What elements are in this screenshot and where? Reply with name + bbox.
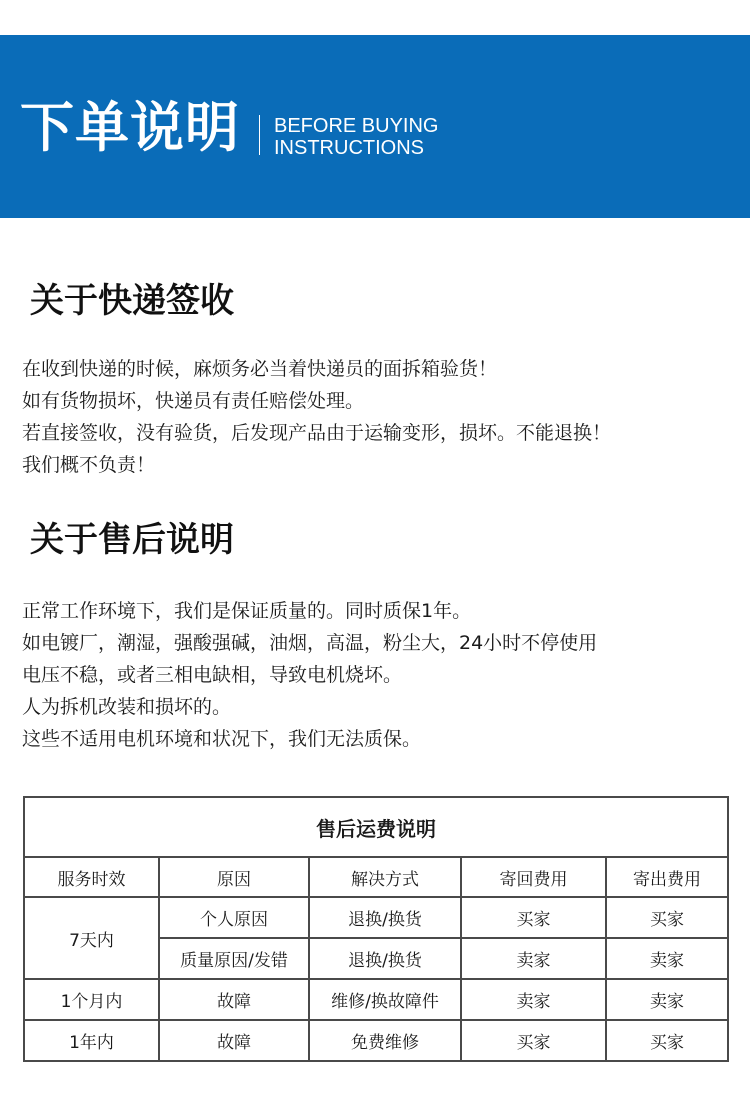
banner-subtitle-line2: INSTRUCTIONS [274,137,424,159]
reason-cell: 故障 [159,1020,309,1061]
aftersale-section-title: 关于售后说明 [30,520,234,560]
banner-title: 下单说明 [20,96,240,159]
return-fee-cell: 买家 [461,1020,606,1061]
aftersale-paragraph [22,595,742,755]
reason-cell: 质量原因/发错 [159,938,309,979]
return-fee-cell: 卖家 [461,979,606,1020]
solution-cell: 维修/换故障件 [309,979,461,1020]
send-fee-cell: 买家 [606,1020,728,1061]
reason-cell: 个人原因 [159,897,309,938]
header-cell-return-fee: 寄回费用 [461,857,606,897]
solution-cell: 退换/换货 [309,938,461,979]
send-fee-cell: 卖家 [606,979,728,1020]
banner-divider [259,115,260,155]
header-cell-send-fee: 寄出费用 [606,857,728,897]
delivery-line: 如有货物损坏，快递员有责任赔偿处理。 [22,390,365,412]
period-cell: 7天内 [24,897,159,979]
shipping-fee-table [23,796,729,1062]
banner-subtitle [274,115,438,159]
delivery-line: 我们概不负责！ [22,454,156,476]
delivery-section-title: 关于快递签收 [30,281,234,321]
send-fee-cell: 买家 [606,897,728,938]
period-cell: 1年内 [24,1020,159,1061]
table-row [24,1020,728,1061]
table-header-row [24,857,728,897]
delivery-line: 在收到快递的时候，麻烦务必当着快递员的面拆箱验货！ [22,358,498,380]
banner-subtitle-line1: BEFORE BUYING [274,115,439,137]
table-row [24,897,728,938]
return-fee-cell: 买家 [461,897,606,938]
period-cell: 1个月内 [24,979,159,1020]
return-fee-cell: 卖家 [461,938,606,979]
aftersale-line: 人为拆机改装和损坏的。 [22,696,232,718]
delivery-paragraph [22,353,742,481]
send-fee-cell: 卖家 [606,938,728,979]
aftersale-line: 这些不适用电机环境和状况下，我们无法质保。 [22,728,422,750]
header-cell-period: 服务时效 [24,857,159,897]
table-row [24,979,728,1020]
header-banner [0,35,750,218]
table-caption: 售后运费说明 [24,797,728,857]
delivery-line: 若直接签收，没有验货，后发现产品由于运输变形，损坏。不能退换！ [22,422,612,444]
reason-cell: 故障 [159,979,309,1020]
aftersale-line: 如电镀厂，潮湿，强酸强碱，油烟，高温，粉尘大，24小时不停使用 [22,632,598,654]
solution-cell: 退换/换货 [309,897,461,938]
header-cell-reason: 原因 [159,857,309,897]
header-cell-solution: 解决方式 [309,857,461,897]
solution-cell: 免费维修 [309,1020,461,1061]
aftersale-line: 电压不稳，或者三相电缺相，导致电机烧坏。 [22,664,403,686]
aftersale-line: 正常工作环境下，我们是保证质量的。同时质保1年。 [22,600,472,622]
